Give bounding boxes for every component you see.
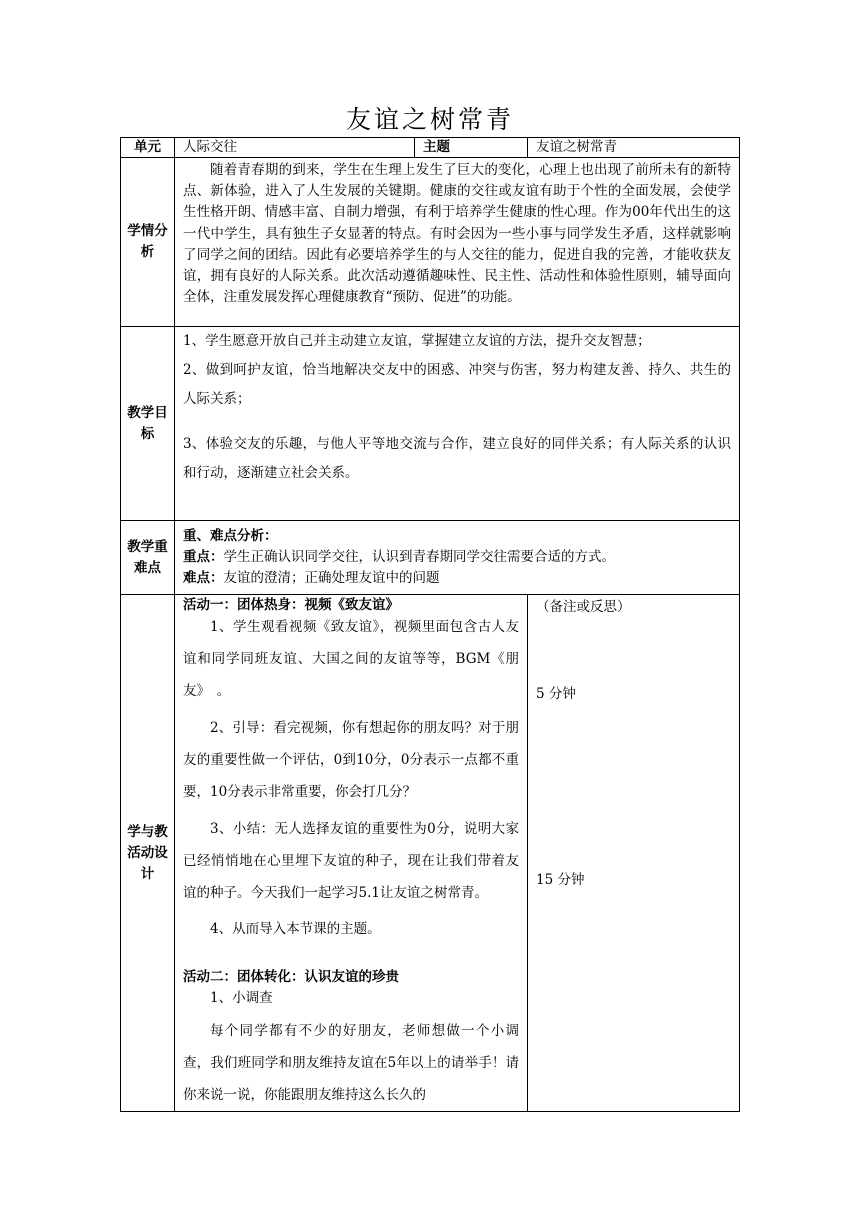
difficulty-label: 教学重难点 bbox=[121, 521, 175, 595]
unit-label: 单元 bbox=[121, 138, 175, 158]
goal-item: 2、做到呵护友谊，恰当地解决交友中的困惑、冲突与伤害，努力构建友善、持久、共生的人际关系； bbox=[183, 362, 731, 407]
activity-1-step-2: 2、引导：看完视频，你有想起你的朋友吗？对于朋友的重要性做一个评估，0到10分，0分表示一点都不重要，10分表示非常重要，你会打几分？ bbox=[183, 720, 519, 800]
topic-value: 友谊之树常青 bbox=[528, 138, 740, 158]
topic-label: 主题 bbox=[415, 138, 528, 158]
time-note-2: 15 分钟 bbox=[536, 872, 585, 888]
analysis-cell bbox=[175, 158, 740, 327]
goals-row bbox=[121, 327, 740, 521]
activity-1-step-1: 1、学生观看视频《致友谊》，视频里面包含古人友谊和同学同班友谊、大国之间的友谊等等，BGM《朋友》 。 bbox=[183, 619, 519, 699]
key-point bbox=[183, 547, 731, 568]
activity-2-title: 活动二：团体转化：认识友谊的珍贵 bbox=[183, 969, 399, 985]
hard-point-label: 难点： bbox=[183, 570, 224, 586]
header-row bbox=[121, 138, 740, 158]
lesson-plan-table bbox=[120, 137, 740, 1112]
goal-item: 1、学生愿意开放自己并主动建立友谊，掌握建立友谊的方法，提升交友智慧； bbox=[183, 333, 651, 349]
goal-item: 3、体验交友的乐趣，与他人平等地交流与合作，建立良好的同伴关系；有人际关系的认识和行动，逐渐建立社会关系。 bbox=[183, 436, 731, 481]
activities-row bbox=[121, 595, 740, 1112]
activities-label: 学与教活动设计 bbox=[121, 595, 175, 1112]
notes-cell bbox=[528, 595, 740, 1112]
activity-2-text: 每个同学都有不少的好朋友，老师想做一个小调查，我们班同学和朋友维持友谊在5年以上的请举手！请你来说一说，你能跟朋友维持这么长久的 bbox=[183, 1023, 519, 1103]
difficulty-row bbox=[121, 521, 740, 595]
key-point-text: 学生正确认识同学交往，认识到青春期同学交往需要合适的方式。 bbox=[223, 549, 615, 565]
unit-value: 人际交往 bbox=[175, 138, 415, 158]
hard-point bbox=[183, 568, 731, 589]
activity-1-step-4: 4、从而导入本节课的主题。 bbox=[210, 921, 381, 937]
page-title: 友谊之树常青 bbox=[345, 105, 514, 134]
activity-1-title: 活动一：团体热身：视频《致友谊》 bbox=[183, 597, 399, 613]
difficulty-cell bbox=[175, 521, 740, 595]
goals-cell bbox=[175, 327, 740, 521]
analysis-text: 随着青春期的到来，学生在生理上发生了巨大的变化，心理上也出现了前所未有的新特点、新体验，进入了人生发展的关键期。健康的交往或友谊有助于个性的全面发展，会使学生性格开朗、情感丰富、自制力增强，有利于培养学生健康的性心理。作为00年代出生的这一代中学生，具有独生子女显著的特点。有时会因为一些小事与同学发生矛盾，这样就影响了同学之间的团结。因此有必要培养学生的与人交往的能力，促进自我的完善，才能收获友谊，拥有良好的人际关系。此次活动遵循趣味性、民主性、活动性和体验性原则，辅导面向全体，注重发展发挥心理健康教育“预防、促进”的功能。 bbox=[183, 162, 731, 306]
notes-heading: （备注或反思） bbox=[536, 599, 631, 615]
key-point-label: 重点： bbox=[183, 549, 224, 565]
activity-1-step-3: 3、小结：无人选择友谊的重要性为0分，说明大家已经悄悄地在心里埋下友谊的种子，现在让我们带着友谊的种子。今天我们一起学习5.1让友谊之树常青。 bbox=[183, 821, 519, 901]
hard-point-text: 友谊的澄清；正确处理友谊中的问题 bbox=[223, 570, 440, 586]
activity-2-subtitle: 1、小调查 bbox=[210, 990, 273, 1006]
goals-label: 教学目标 bbox=[121, 327, 175, 521]
analysis-label: 学情分析 bbox=[121, 158, 175, 327]
difficulty-heading: 重、难点分析： bbox=[183, 528, 278, 544]
time-note-1: 5 分钟 bbox=[536, 686, 576, 702]
analysis-row bbox=[121, 158, 740, 327]
activities-cell bbox=[175, 595, 528, 1112]
